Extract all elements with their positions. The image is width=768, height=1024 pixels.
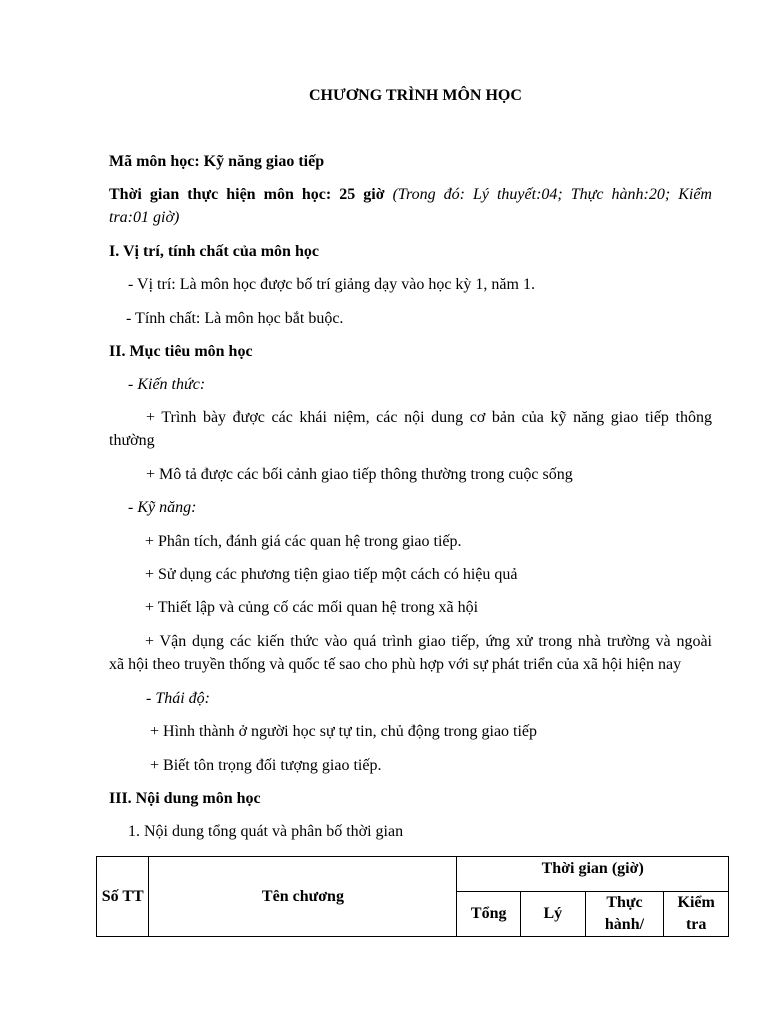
header-no: Số TT bbox=[97, 857, 149, 937]
skill-item-3: + Thiết lập và củng cố các mối quan hệ trong xã hội bbox=[145, 599, 479, 616]
section1-position: - Vị trí: Là môn học được bố trí giảng dạy vào học kỳ 1, năm 1. bbox=[128, 276, 535, 293]
header-practice bbox=[585, 892, 664, 937]
knowledge-item-1b: thường bbox=[109, 432, 155, 449]
skill-item-2: + Sử dụng các phương tiện giao tiếp một cách có hiệu quả bbox=[145, 566, 518, 583]
header-chapter: Tên chương bbox=[149, 857, 457, 937]
section3-heading: III. Nội dung môn học bbox=[109, 790, 261, 807]
skill-item-4b: xã hội theo truyền thống và quốc tế sao cho phù hợp với sự phát triển của xã hội hiện nay bbox=[109, 656, 682, 673]
skill-item-4a: + Vận dụng các kiến thức vào quá trình giao tiếp, ứng xử trong nhà trường và ngoài bbox=[145, 633, 712, 650]
section1-heading: I. Vị trí, tính chất của môn học bbox=[109, 243, 319, 260]
attitude-item-1: + Hình thành ở người học sự tự tin, chủ động trong giao tiếp bbox=[150, 723, 538, 740]
section3-subheading: 1. Nội dung tổng quát và phân bố thời gian bbox=[128, 823, 404, 840]
header-practice-line2: hành/ bbox=[604, 916, 645, 933]
course-code: Mã môn học: Kỹ năng giao tiếp bbox=[109, 153, 325, 170]
skills-label: - Kỹ năng: bbox=[128, 499, 197, 516]
knowledge-label: - Kiến thức: bbox=[128, 376, 206, 393]
skill-item-1: + Phân tích, đánh giá các quan hệ trong giao tiếp. bbox=[145, 533, 462, 550]
header-total: Tổng bbox=[457, 892, 521, 937]
attitude-item-2: + Biết tôn trọng đối tượng giao tiếp. bbox=[150, 757, 382, 774]
header-practice-line1: Thực bbox=[606, 894, 643, 911]
header-time: Thời gian (giờ) bbox=[457, 857, 729, 892]
knowledge-item-1a: + Trình bày được các khái niệm, các nội dung cơ bản của kỹ năng giao tiếp thông bbox=[146, 409, 712, 426]
attitude-label: - Thái độ: bbox=[146, 690, 210, 707]
header-test-line2: tra bbox=[685, 916, 707, 933]
duration-label: Thời gian thực hiện môn học: 25 giờ bbox=[109, 186, 385, 203]
header-test bbox=[664, 892, 729, 937]
section2-heading: II. Mục tiêu môn học bbox=[109, 343, 253, 360]
header-test-line1: Kiểm bbox=[677, 894, 715, 911]
course-duration-line1 bbox=[109, 184, 712, 206]
knowledge-item-2: + Mô tả được các bối cảnh giao tiếp thông thường trong cuộc sống bbox=[146, 466, 573, 483]
course-duration-line2: tra:01 giờ) bbox=[109, 209, 180, 226]
time-allocation-table bbox=[96, 856, 729, 937]
duration-detail: (Trong đó: Lý thuyết:04; Thực hành:20; Kiểm bbox=[392, 186, 712, 203]
section1-nature: - Tính chất: Là môn học bắt buộc. bbox=[126, 310, 344, 327]
header-theory: Lý bbox=[521, 892, 586, 937]
document-title: CHƯƠNG TRÌNH MÔN HỌC bbox=[309, 87, 522, 104]
